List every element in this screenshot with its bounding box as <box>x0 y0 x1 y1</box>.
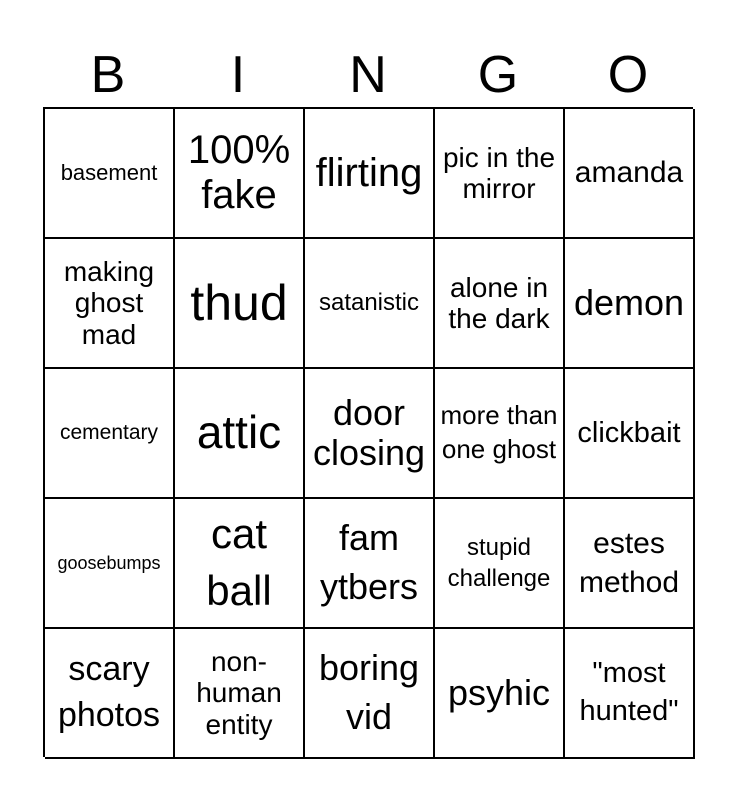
cell-text: basement <box>60 160 158 186</box>
cell-text: alone in the dark <box>448 271 550 334</box>
bingo-cell[interactable] <box>305 109 435 239</box>
bingo-cell[interactable] <box>45 499 175 629</box>
bingo-cell[interactable] <box>45 629 175 759</box>
cell-text: goosebumps <box>57 552 161 573</box>
cell-text: more than one ghost <box>440 400 558 464</box>
bingo-cell[interactable] <box>305 629 435 759</box>
bingo-cell[interactable] <box>175 239 305 369</box>
cell-text: cementary <box>59 420 159 444</box>
bingo-cell[interactable] <box>175 629 305 759</box>
bingo-cell[interactable] <box>305 369 435 499</box>
bingo-cell[interactable] <box>565 369 695 499</box>
header-letter-i: I <box>230 46 246 104</box>
bingo-cell[interactable] <box>565 499 695 629</box>
cell-text: flirting <box>315 150 423 195</box>
bingo-cell[interactable] <box>565 109 695 239</box>
cell-text: non-human entity <box>196 645 282 740</box>
bingo-cell[interactable] <box>435 369 565 499</box>
bingo-cell[interactable] <box>435 109 565 239</box>
bingo-board <box>43 107 693 757</box>
bingo-cell[interactable] <box>435 239 565 369</box>
cell-text: making ghost mad <box>63 255 155 350</box>
cell-text: pic in the mirror <box>442 141 556 204</box>
bingo-cell[interactable] <box>435 629 565 759</box>
bingo-cell[interactable] <box>175 499 305 629</box>
bingo-cell[interactable] <box>45 109 175 239</box>
cell-text: satanistic <box>318 288 420 316</box>
bingo-cell[interactable] <box>435 499 565 629</box>
cell-text: cat ball <box>206 510 272 614</box>
bingo-cell[interactable] <box>305 239 435 369</box>
header-letter-n: N <box>349 46 387 104</box>
bingo-header <box>43 44 693 106</box>
bingo-cell[interactable] <box>565 629 695 759</box>
cell-text: thud <box>190 275 288 331</box>
bingo-cell[interactable] <box>45 369 175 499</box>
bingo-cell[interactable] <box>175 369 305 499</box>
bingo-cell[interactable] <box>565 239 695 369</box>
cell-text: amanda <box>574 156 684 190</box>
bingo-cell[interactable] <box>305 499 435 629</box>
header-letter-g: G <box>477 46 519 104</box>
cell-text: estes method <box>578 527 680 599</box>
cell-text: psyhic <box>447 671 551 713</box>
bingo-cell[interactable] <box>175 109 305 239</box>
cell-text: attic <box>196 406 282 459</box>
bingo-cell[interactable] <box>45 239 175 369</box>
cell-text: 100% fake <box>187 128 291 217</box>
cell-text: boring vid <box>318 647 420 737</box>
header-letter-o: O <box>607 46 649 104</box>
cell-text: demon <box>573 281 685 323</box>
cell-text: fam ytbers <box>319 517 419 607</box>
cell-text: clickbait <box>577 416 681 449</box>
cell-text: "most hunted" <box>579 657 679 727</box>
cell-text: door closing <box>312 391 426 473</box>
header-letter-b: B <box>90 46 126 104</box>
cell-text: stupid challenge <box>447 533 551 592</box>
cell-text: scary photos <box>57 650 161 734</box>
